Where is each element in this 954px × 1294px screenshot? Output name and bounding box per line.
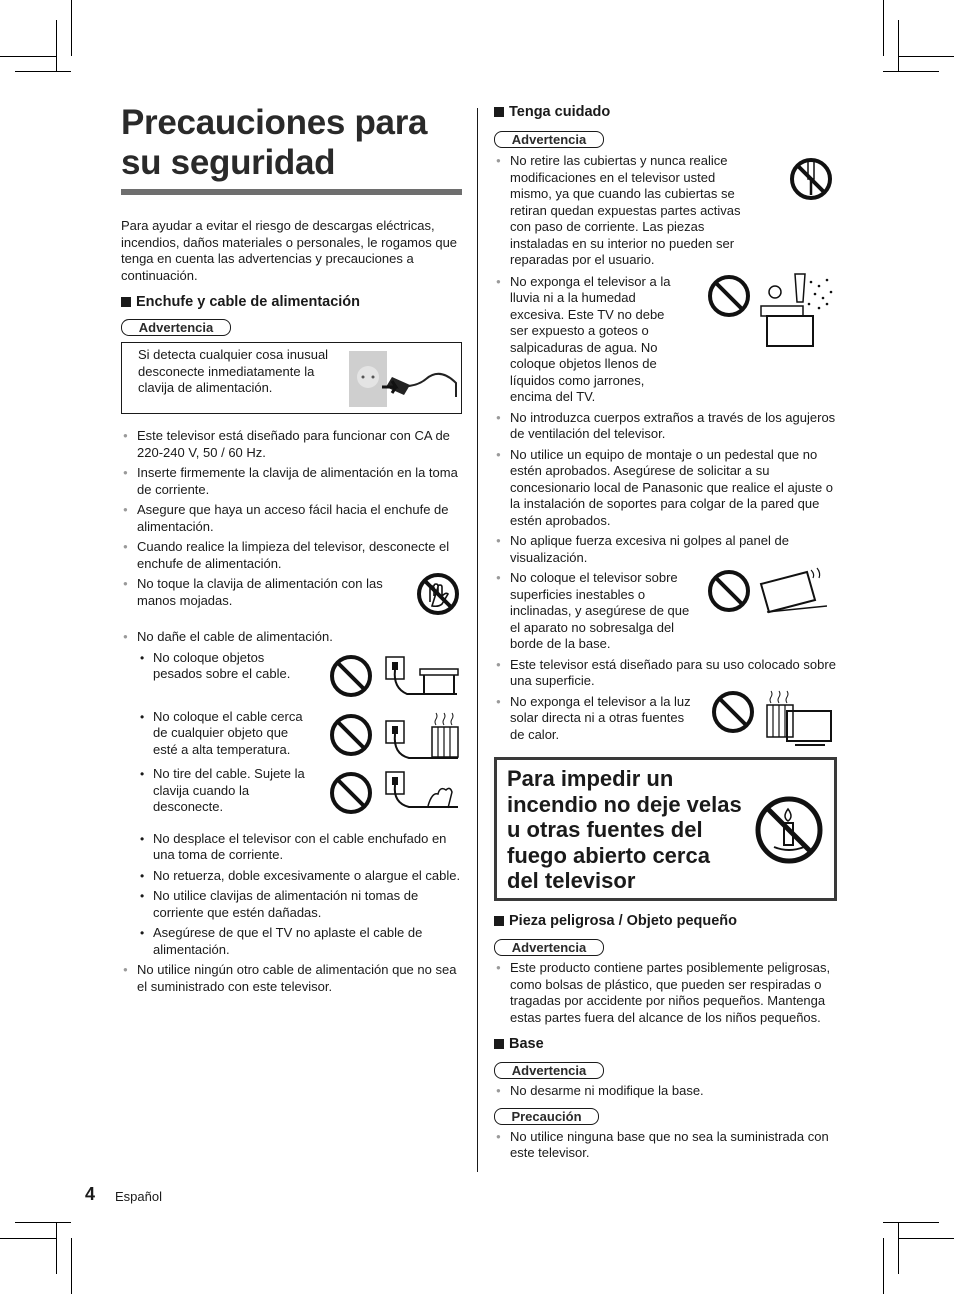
page-title <box>121 103 462 183</box>
warning-box <box>121 342 462 414</box>
crop-mark <box>56 1222 57 1274</box>
wet-hand-prohibited-icon <box>416 572 460 616</box>
list-item: ● Asegure que haya un acceso fácil hacia el enchufe de alimentación. <box>121 502 462 535</box>
crop-mark <box>898 56 954 57</box>
list-item: ● No retire las cubiertas y nunca realice modificaciones en el televisor usted mismo, ya que cuando las cubiertas se retiran quedan expuestas partes activas con paso de corriente. Las piezas instaladas en su interior no pueden ser reparadas por el usuario. <box>494 153 760 269</box>
column-divider <box>477 108 478 1172</box>
sub-list-item: • No coloque objetos pesados sobre el cable. <box>121 650 313 683</box>
warning-label: Advertencia <box>494 939 604 956</box>
heavy-object-on-cable-prohibited-icon <box>328 653 460 699</box>
sub-list-item: • No coloque el cable cerca de cualquier objeto que esté a alta temperatura. <box>121 709 313 759</box>
square-bullet-icon <box>494 916 504 926</box>
square-bullet-icon <box>494 1039 504 1049</box>
warning-label: Advertencia <box>494 1062 604 1079</box>
list-item: ● No exponga el televisor a la lluvia ni a la humedad excesiva. Este TV no debe ser expuesto a goteos o salpicaduras de agua. No coloque objetos llenos de líquidos como jarrones, encima del TV. <box>494 274 685 406</box>
crop-mark <box>883 71 939 72</box>
crop-mark <box>56 20 57 72</box>
list-item: ● Este televisor está diseñado para funcionar con CA de 220-240 V, 50 / 60 Hz. <box>121 428 462 461</box>
list-item: ● No exponga el televisor a la luz solar directa ni a otras fuentes de calor. <box>494 694 702 744</box>
crop-mark <box>71 0 72 56</box>
right-column <box>494 104 837 743</box>
intro-text: Para ayudar a evitar el riesgo de descargas eléctricas, incendios, daños materiales o personales, le rogamos que tenga en cuenta las advertencias y precauciones a continuación. <box>121 218 458 283</box>
warning-label: Advertencia <box>494 131 604 148</box>
crop-mark <box>898 1238 954 1239</box>
crop-mark <box>898 1222 899 1274</box>
list-item: ● No aplique fuerza excesiva ni golpes al panel de visualización. <box>494 533 837 566</box>
unstable-surface-icon <box>705 566 827 618</box>
crop-mark <box>15 71 71 72</box>
pull-cable-prohibited-icon <box>328 770 460 816</box>
left-column <box>121 103 462 609</box>
warning-label: Advertencia <box>121 319 231 336</box>
sub-list-item: • Asegúrese de que el TV no aplaste el cable de alimentación. <box>121 925 462 958</box>
crop-mark <box>71 1238 72 1294</box>
title-line: su seguridad <box>121 143 336 182</box>
caution-label: Precaución <box>494 1108 599 1125</box>
square-bullet-icon <box>121 297 131 307</box>
heading-text: Enchufe y cable de alimentación <box>136 294 361 310</box>
page-number: 4 <box>85 1184 96 1204</box>
crop-mark <box>0 56 56 57</box>
sub-list-item: • No desplace el televisor con el cable enchufado en una toma de corriente. <box>121 831 462 864</box>
list-item: ● No coloque el televisor sobre superficies inestables o inclinadas, y asegúrese de que el aparato no sobresalga del borde de la base. <box>494 570 702 653</box>
fire-warning-box <box>494 757 837 901</box>
heading-text: Tenga cuidado <box>509 104 611 120</box>
crop-mark <box>883 1238 884 1294</box>
title-line: Precauciones para <box>121 103 428 142</box>
square-bullet-icon <box>494 107 504 117</box>
unplug-icon <box>348 351 460 407</box>
sub-list-item: • No tire del cable. Sujete la clavija cuando la desconecte. <box>121 766 313 816</box>
crop-mark <box>883 0 884 56</box>
crop-mark <box>898 20 899 72</box>
no-rain-moisture-icon <box>705 272 835 350</box>
list-item: ● No dañe el cable de alimentación. <box>121 629 462 646</box>
crop-mark <box>15 1222 71 1223</box>
language-label: Español <box>115 1189 162 1204</box>
section-heading-base <box>494 1036 837 1052</box>
list-item: ● No desarme ni modifique la base. <box>494 1083 837 1100</box>
warning-box-text: Si detecta cualquier cosa inusual desconecte inmediatamente la clavija de alimentación. <box>138 347 329 395</box>
no-disassembly-icon <box>789 157 833 201</box>
list-item: ● Este producto contiene partes posiblemente peligrosas, como bolsas de plástico, que pueden ser respiradas o tragadas por accidente por niños pequeños. Mantenga estas partes fuera del alcance de los niños pequeños. <box>494 960 837 1026</box>
section-heading-plug <box>121 294 462 310</box>
crop-mark <box>883 1222 939 1223</box>
heading-text: Base <box>509 1036 544 1052</box>
heading-text: Pieza peligrosa / Objeto pequeño <box>509 913 738 929</box>
cable-near-heat-prohibited-icon <box>328 711 460 763</box>
sub-list-item: • No retuerza, doble excesivamente o alargue el cable. <box>121 868 462 885</box>
list-item: ● Inserte firmemente la clavija de alimentación en la toma de corriente. <box>121 465 462 498</box>
list-item: ● No utilice ninguna base que no sea la suministrada con este televisor. <box>494 1129 837 1162</box>
section-heading-care <box>494 104 837 120</box>
lower-right-sections <box>494 913 837 1162</box>
fire-warning-text: Para impedir un incendio no deje velas u otras fuentes del fuego abierto cerca del televisor <box>507 766 742 893</box>
list-item: ● Este televisor está diseñado para su uso colocado sobre una superficie. <box>494 657 837 690</box>
list-item: ● No utilice un equipo de montaje o un pedestal que no estén aprobados. Asegúrese de solicitar a su concesionario local de Panasonic que realice el ajuste o la instalación de soportes para colgar de la pared que estén aprobados. <box>494 447 837 530</box>
list-item: ● Cuando realice la limpieza del televisor, desconecte el enchufe de alimentación. <box>121 539 462 572</box>
crop-mark <box>0 1238 56 1239</box>
list-item: ● No utilice ningún otro cable de alimentación que no sea el suministrado con este televisor. <box>121 962 462 995</box>
title-rule <box>121 189 462 195</box>
section-heading-small-parts <box>494 913 837 929</box>
sub-list-item: • No utilice clavijas de alimentación ni tomas de corriente que estén dañadas. <box>121 888 462 921</box>
list-item: ● No introduzca cuerpos extraños a través de los agujeros de ventilación del televisor. <box>494 410 837 443</box>
no-candle-icon <box>754 795 824 865</box>
heat-source-prohibited-icon <box>711 689 835 747</box>
list-item: ● No toque la clavija de alimentación con las manos mojadas. <box>121 576 407 609</box>
